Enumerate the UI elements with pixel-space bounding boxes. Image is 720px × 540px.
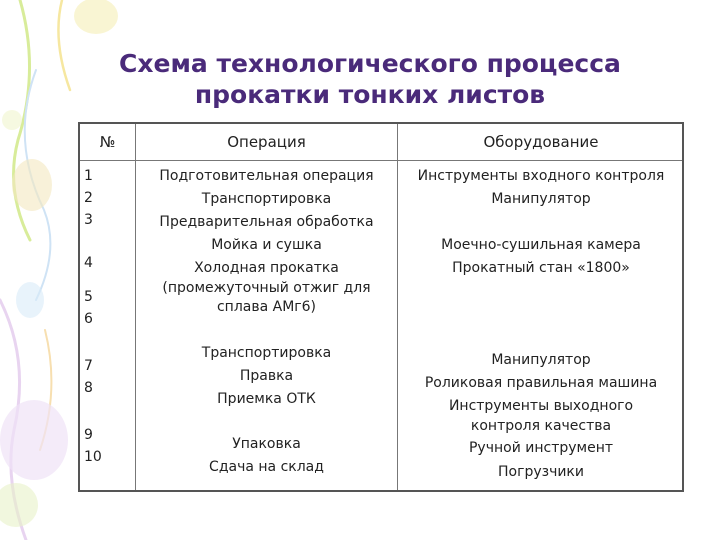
operation-text: Правка xyxy=(239,368,294,384)
operation-text: Сдача на склад xyxy=(209,459,324,475)
equipment-text: Манипулятор xyxy=(491,352,591,368)
equipment-text: контроля качества xyxy=(470,418,612,434)
row-number: 2 xyxy=(84,190,93,206)
row-number: 5 xyxy=(84,289,93,305)
slide-title xyxy=(60,48,680,110)
operation-text: Предварительная обработка xyxy=(159,214,374,230)
row-number: 10 xyxy=(84,449,102,465)
header-number: № xyxy=(99,133,116,151)
operation-text: Транспортировка xyxy=(201,345,332,361)
header-operation: Операция xyxy=(227,133,306,151)
equipment-text: Ручной инструмент xyxy=(468,440,614,456)
title-line-2: прокатки тонких листов xyxy=(194,80,546,109)
operation-text: Упаковка xyxy=(232,436,301,452)
equipment-text: Моечно-сушильная камера xyxy=(441,237,641,253)
operation-text: Подготовительная операция xyxy=(159,168,374,184)
row-number: 6 xyxy=(84,311,93,327)
header-equipment: Оборудование xyxy=(483,133,599,151)
operation-text: Приемка ОТК xyxy=(217,391,316,407)
operation-text: Мойка и сушка xyxy=(211,237,322,253)
equipment-text: Инструменты входного контроля xyxy=(417,168,665,184)
equipment-text: Прокатный стан «1800» xyxy=(452,260,630,276)
equipment-text: Манипулятор xyxy=(491,191,591,207)
equipment-text: Погрузчики xyxy=(498,464,584,480)
title-line-1: Схема технологического процесса xyxy=(119,49,621,78)
equipment-text: Роликовая правильная машина xyxy=(424,375,658,391)
row-number: 4 xyxy=(84,255,93,271)
row-number: 9 xyxy=(84,427,93,443)
operation-text: сплава АМг6) xyxy=(216,299,317,315)
row-number: 8 xyxy=(84,380,93,396)
header-divider xyxy=(80,160,682,161)
operation-text: Транспортировка xyxy=(201,191,332,207)
operation-text: (промежуточный отжиг для xyxy=(162,280,371,296)
row-number: 3 xyxy=(84,212,93,228)
process-table xyxy=(78,122,684,492)
row-number: 7 xyxy=(84,358,93,374)
row-number: 1 xyxy=(84,168,93,184)
equipment-text: Инструменты выходного xyxy=(448,398,634,414)
operation-text: Холодная прокатка xyxy=(194,260,339,276)
